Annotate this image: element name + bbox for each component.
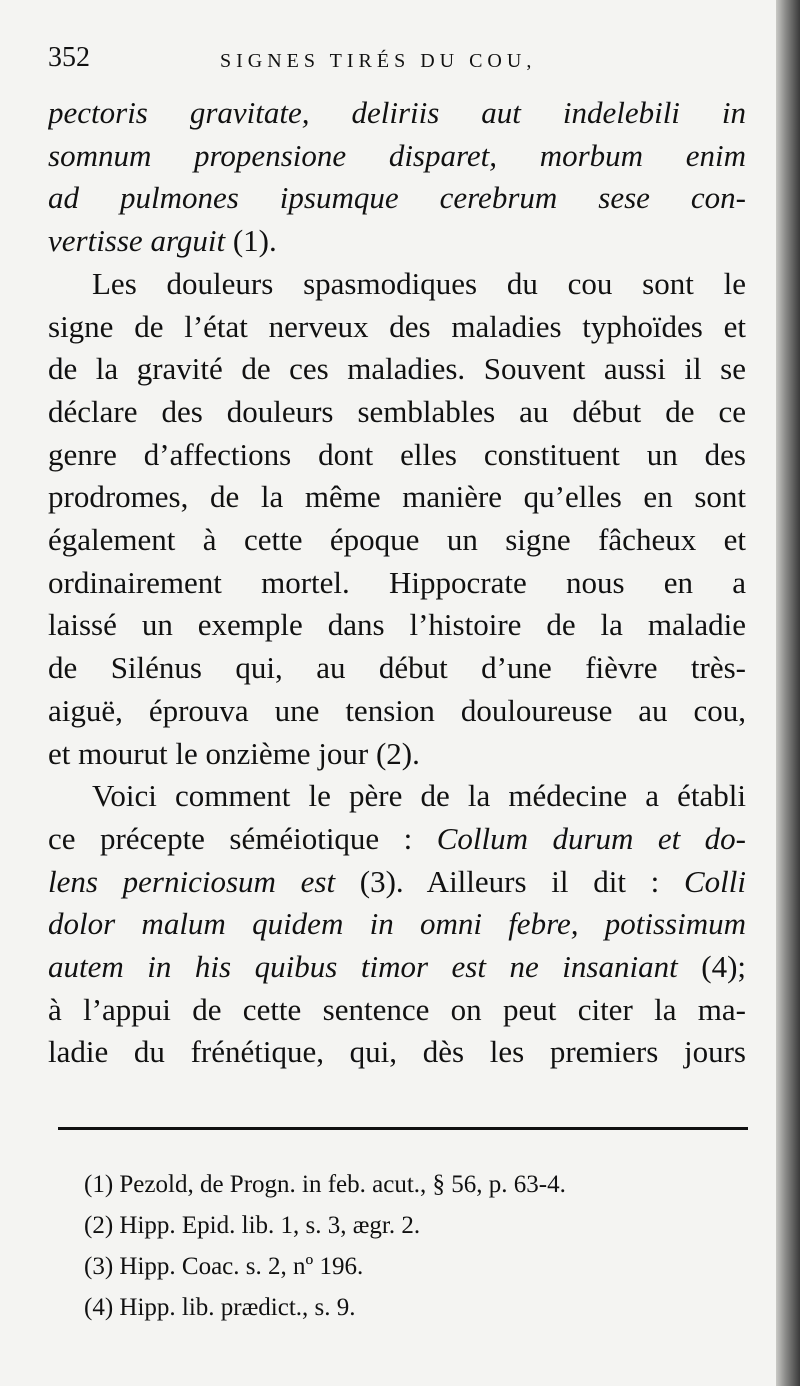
roman-text: Les douleurs spasmodiques du cou sont le <box>92 265 746 301</box>
text-line <box>48 177 746 220</box>
italic-text: dolor malum quidem in omni febre, potissimum <box>48 906 746 942</box>
footnote-2: (2) Hipp. Epid. lib. 1, s. 3, ægr. 2. <box>84 1212 421 1239</box>
page-edge-shadow <box>776 0 800 1386</box>
text-line <box>48 135 746 178</box>
roman-text: (3). Ailleurs il dit : <box>335 863 684 899</box>
text-line <box>48 519 746 562</box>
text-line <box>48 647 746 690</box>
roman-text: déclare des douleurs semblables au début de ce <box>48 393 746 429</box>
roman-text: de la gravité de ces maladies. Souvent aussi il se <box>48 351 746 387</box>
roman-text: de Silénus qui, au début d’une fièvre très- <box>48 650 746 686</box>
roman-text: ladie du frénétique, qui, dès les premiers jours <box>48 1034 746 1070</box>
roman-text: prodromes, de la même manière qu’elles en sont <box>48 479 746 515</box>
footnote-3: (3) Hipp. Coac. s. 2, nº 196. <box>84 1253 364 1280</box>
italic-text: ad pulmones ipsumque cerebrum sese con- <box>48 180 746 216</box>
italic-text: vertisse arguit <box>48 223 226 259</box>
roman-text: et mourut le onzième jour (2). <box>48 735 420 771</box>
text-line <box>48 263 746 306</box>
roman-text: Voici comment le père de la médecine a établi <box>92 778 746 814</box>
page-number: 352 <box>48 42 90 73</box>
text-line <box>48 434 746 477</box>
text-line <box>48 220 746 263</box>
body-text <box>48 92 746 1074</box>
italic-text: lens perniciosum est <box>48 863 336 899</box>
footnote-1: (1) Pezold, de Progn. in feb. acut., § 56, p. 63-4. <box>84 1171 566 1198</box>
text-line <box>48 476 746 519</box>
roman-text: (4); <box>677 949 746 985</box>
text-line <box>48 348 746 391</box>
text-line <box>48 775 746 818</box>
text-line <box>48 903 746 946</box>
footnote-4: (4) Hipp. lib. prædict., s. 9. <box>84 1294 356 1321</box>
italic-text: pectoris gravitate, deliriis aut indelebili in <box>48 95 746 130</box>
text-line <box>48 562 746 605</box>
footnotes <box>84 1164 764 1328</box>
running-head <box>48 42 748 82</box>
text-line <box>48 391 746 434</box>
footnote-rule <box>58 1127 748 1130</box>
roman-text: (1). <box>225 223 277 259</box>
roman-text: laissé un exemple dans l’histoire de la maladie <box>48 607 746 643</box>
roman-text: à l’appui de cette sentence on peut citer la ma- <box>48 991 746 1027</box>
roman-text: signe de l’état nerveux des maladies typhoïdes et <box>48 308 746 344</box>
italic-text: Collum durum et do- <box>436 820 746 856</box>
text-line <box>48 861 746 904</box>
text-line <box>48 946 746 989</box>
italic-text: somnum propensione disparet, morbum enim <box>48 137 746 173</box>
text-line <box>48 604 746 647</box>
text-line <box>48 92 746 135</box>
italic-text: Colli <box>683 863 746 899</box>
roman-text: genre d’affections dont elles constituent un des <box>48 436 746 472</box>
running-title: SIGNES TIRÉS DU COU, <box>220 50 537 72</box>
roman-text: ce précepte séméiotique : <box>48 820 437 856</box>
text-line <box>48 818 746 861</box>
text-line <box>48 733 746 776</box>
roman-text: également à cette époque un signe fâcheux et <box>48 522 746 558</box>
text-line <box>48 989 746 1032</box>
text-line <box>48 306 746 349</box>
roman-text: ordinairement mortel. Hippocrate nous en a <box>48 564 746 600</box>
italic-text: autem in his quibus timor est ne insaniant <box>48 949 678 985</box>
text-line <box>48 690 746 733</box>
roman-text: aiguë, éprouva une tension douloureuse au cou, <box>48 692 746 728</box>
text-line <box>48 1031 746 1074</box>
